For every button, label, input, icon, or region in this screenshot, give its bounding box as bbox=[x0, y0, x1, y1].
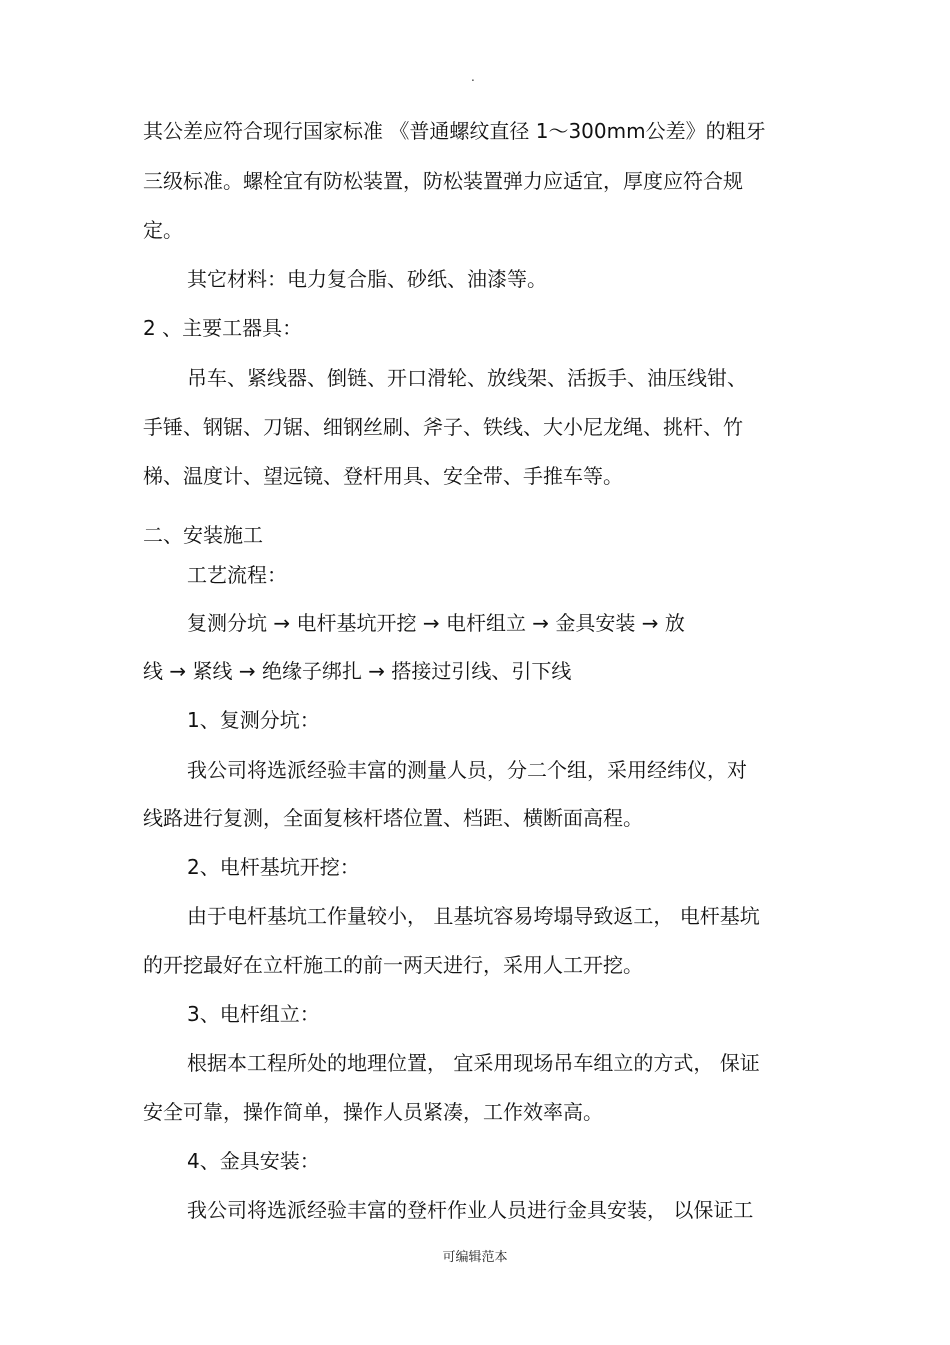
sub-heading: 2、电杆基坑开挖： bbox=[187, 855, 360, 879]
paragraph-line: 梯、温度计、望远镜、登杆用具、安全带、手推车等。 bbox=[143, 464, 623, 488]
paragraph-line: 我公司将选派经验丰富的测量人员，分二个组，采用经纬仪，对 bbox=[187, 758, 747, 782]
process-flow-line: 线 → 紧线 → 绝缘子绑扎 → 搭接过引线、引下线 bbox=[143, 659, 572, 683]
section-heading: 2 、主要工器具： bbox=[143, 316, 303, 340]
paragraph-line: 的开挖最好在立杆施工的前一两天进行，采用人工开挖。 bbox=[143, 953, 643, 977]
paragraph-line: 定。 bbox=[143, 218, 183, 242]
paragraph-line: 线路进行复测，全面复核杆塔位置、档距、横断面高程。 bbox=[143, 806, 643, 830]
paragraph-line: 安全可靠，操作简单，操作人员紧凑，工作效率高。 bbox=[143, 1100, 603, 1124]
paragraph-line: 我公司将选派经验丰富的登杆作业人员进行金具安装， 以保证工 bbox=[187, 1198, 754, 1222]
sub-heading: 工艺流程： bbox=[187, 563, 287, 587]
page-footer: 可编辑范本 bbox=[442, 1250, 508, 1265]
sub-heading: 1、复测分坑： bbox=[187, 708, 320, 732]
section-heading: 二、安装施工 bbox=[143, 523, 263, 547]
paragraph-line: 其公差应符合现行国家标准 《普通螺纹直径 1～300mm公差》的粗牙 bbox=[143, 119, 766, 143]
header-dot: . bbox=[471, 70, 475, 84]
sub-heading: 4、金具安装： bbox=[187, 1149, 320, 1173]
process-flow-line: 复测分坑 → 电杆基坑开挖 → 电杆组立 → 金具安装 → 放 bbox=[187, 611, 685, 635]
paragraph-line: 由于电杆基坑工作量较小， 且基坑容易垮塌导致返工， 电杆基坑 bbox=[187, 904, 760, 928]
sub-heading: 3、电杆组立： bbox=[187, 1002, 320, 1026]
paragraph-line: 手锤、钢锯、刀锯、细钢丝刷、斧子、铁线、大小尼龙绳、挑杆、竹 bbox=[143, 415, 743, 439]
paragraph-line: 三级标准。螺栓宜有防松装置，防松装置弹力应适宜，厚度应符合规 bbox=[143, 169, 743, 193]
paragraph-line: 根据本工程所处的地理位置， 宜采用现场吊车组立的方式， 保证 bbox=[187, 1051, 760, 1075]
paragraph-line: 其它材料：电力复合脂、砂纸、油漆等。 bbox=[187, 267, 547, 291]
paragraph-line: 吊车、紧线器、倒链、开口滑轮、放线架、活扳手、油压线钳、 bbox=[187, 366, 747, 390]
